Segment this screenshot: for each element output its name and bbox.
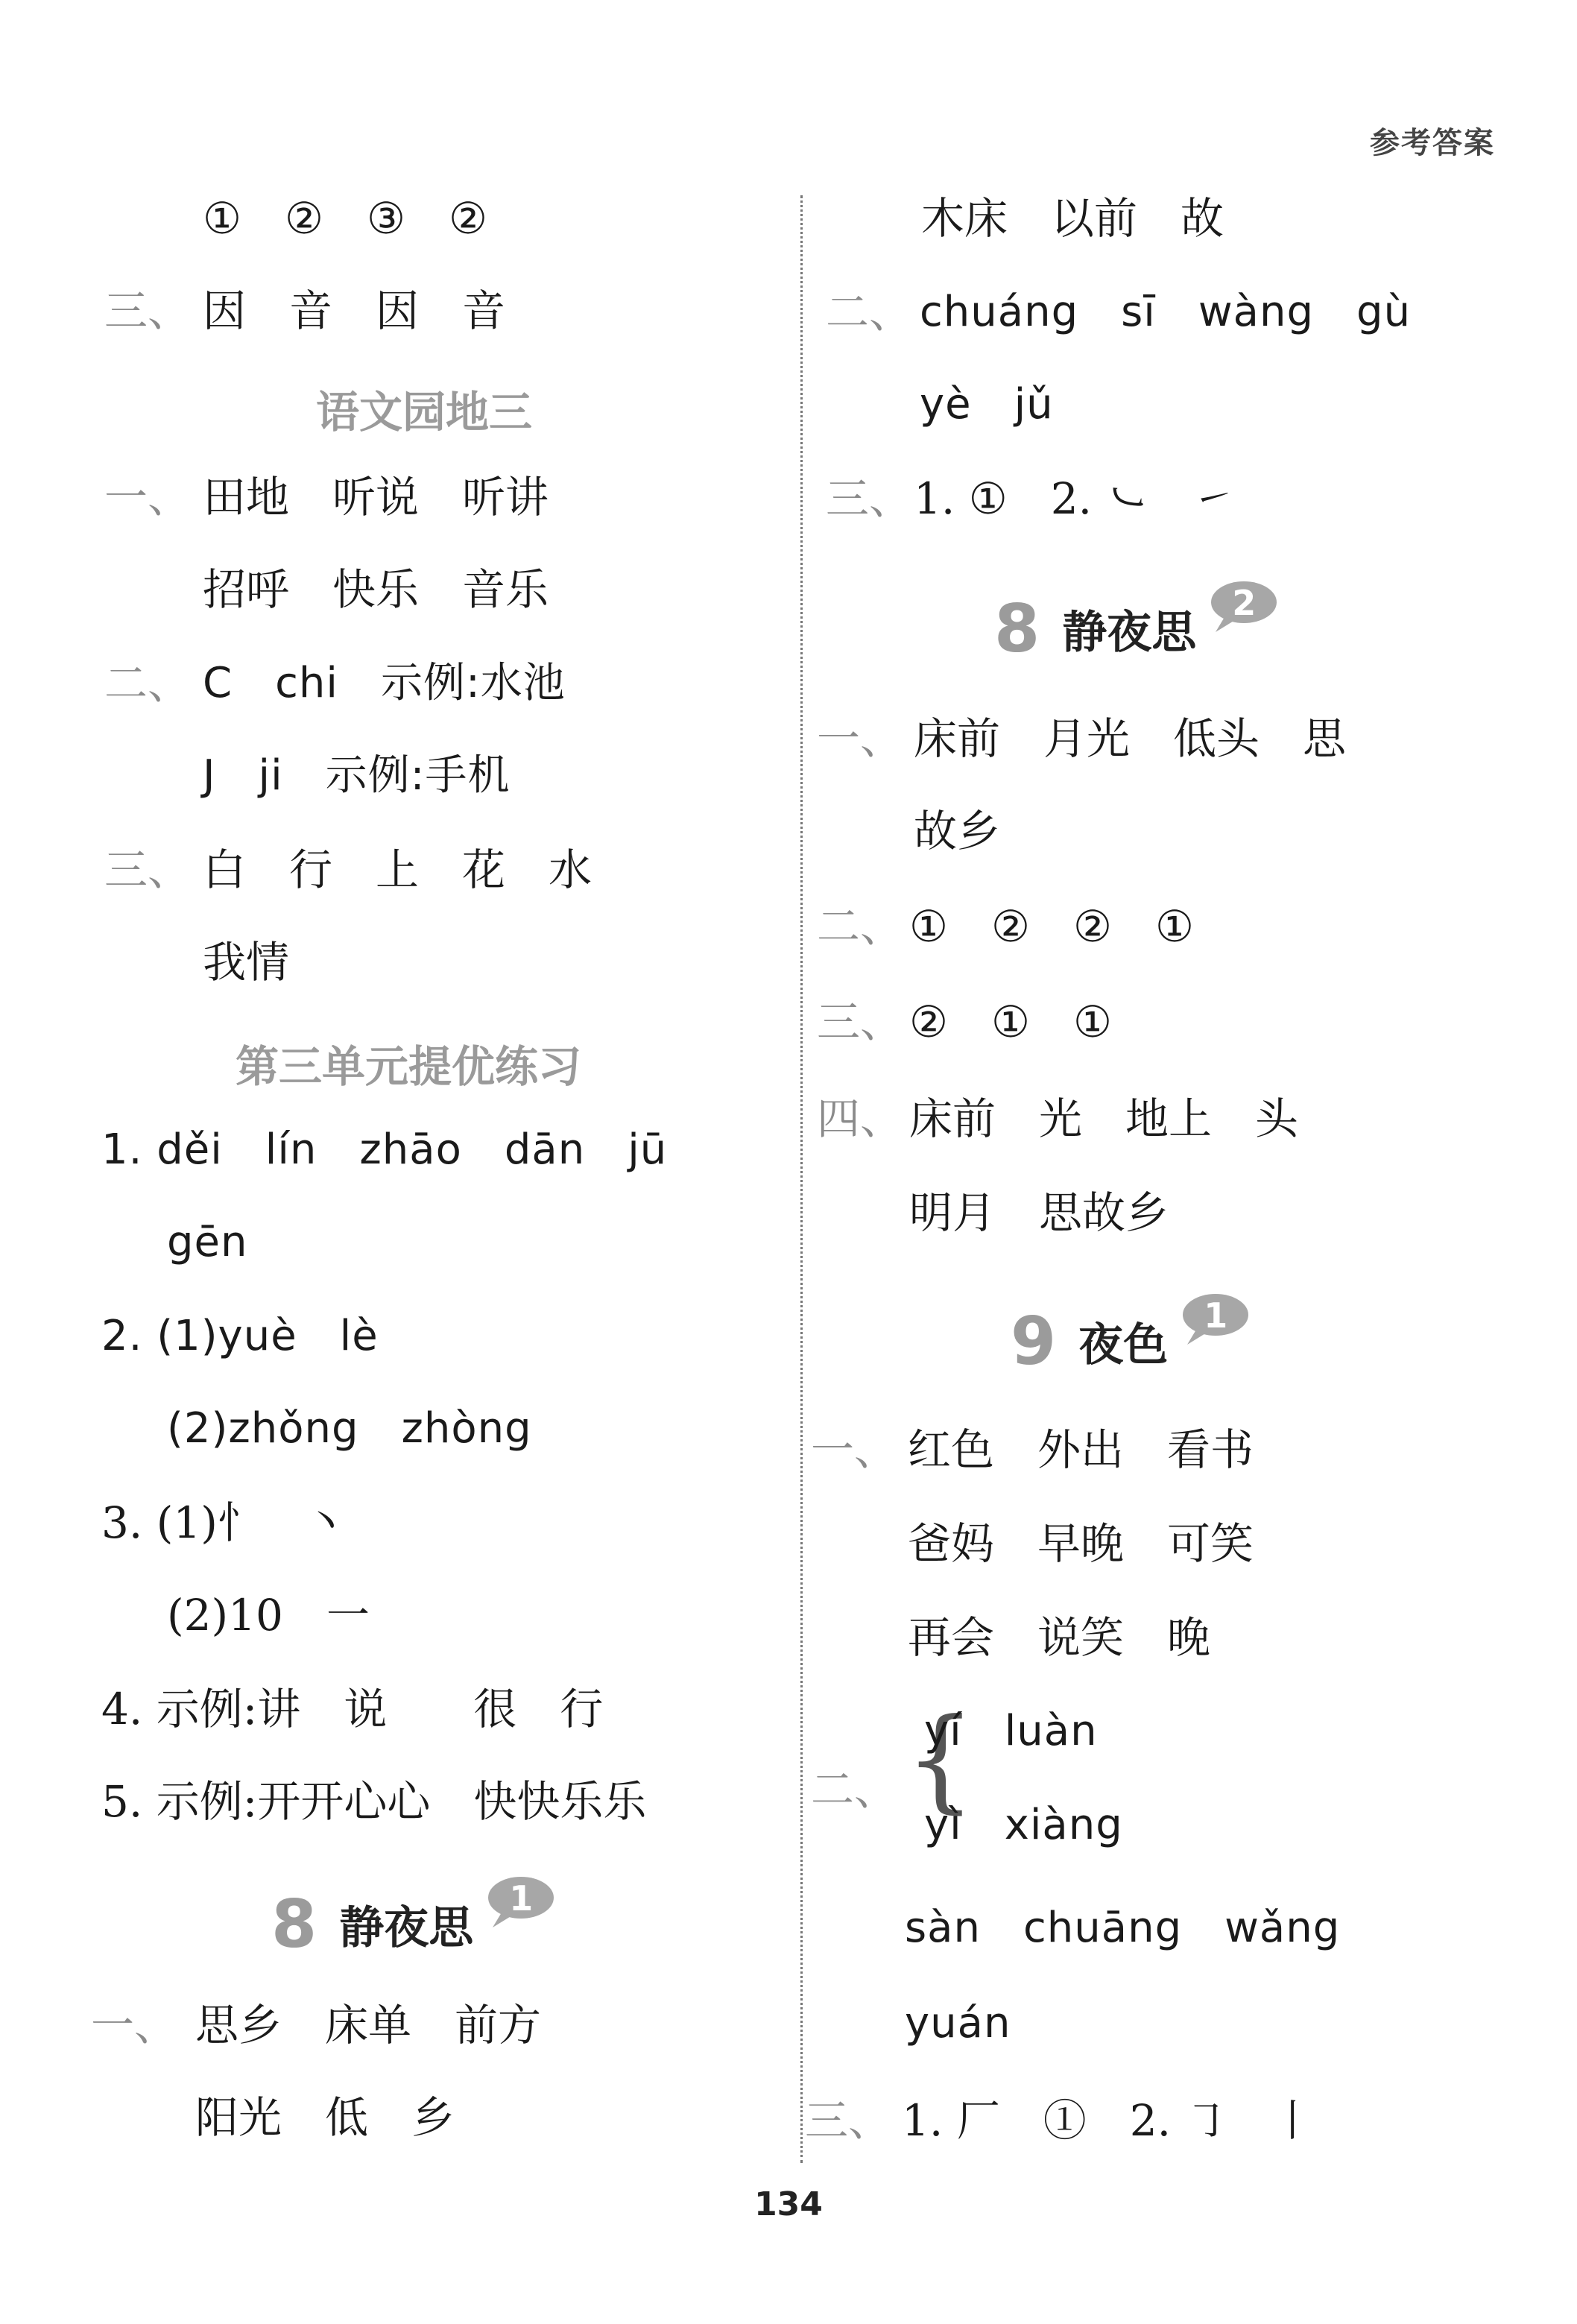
answer-line: sàn chuāng wǎng xyxy=(905,1904,1341,1952)
question-number: 三、 xyxy=(104,285,192,336)
answer-line: 3. (1)忄 丶 xyxy=(101,1497,347,1548)
answer-line: ① ② ③ ② xyxy=(203,193,487,244)
answer-line: yuán xyxy=(905,1999,1011,2047)
answer-line: ① ② ② ① xyxy=(909,901,1194,952)
question-number: 一、 xyxy=(817,713,904,764)
answer-line: yí luàn xyxy=(924,1707,1098,1755)
lesson-number: 8 xyxy=(994,590,1040,667)
curly-brace-icon: { xyxy=(905,1695,976,1825)
answer-line: 思乡 床单 前方 xyxy=(195,2000,542,2050)
lesson-number: 8 xyxy=(271,1886,317,1963)
speech-bubble-badge-icon xyxy=(1181,1292,1250,1346)
speech-bubble-badge-icon xyxy=(487,1875,555,1929)
lesson-title: 静夜思 xyxy=(339,1901,474,1954)
question-number: 三、 xyxy=(817,997,904,1047)
badge-number: 1 xyxy=(509,1878,534,1919)
badge-number: 1 xyxy=(1204,1295,1228,1336)
answer-line: 5. 示例:开开心心 快快乐乐 xyxy=(101,1776,647,1827)
answer-line: 故乡 xyxy=(914,806,1001,856)
question-number: 二、 xyxy=(104,658,192,709)
question-number: 四、 xyxy=(817,1093,904,1144)
answer-line: gēn xyxy=(167,1218,248,1266)
answer-line: yì xiàng xyxy=(924,1801,1123,1849)
question-number: 二、 xyxy=(826,287,913,338)
answer-line: 白 行 上 花 水 xyxy=(203,844,592,895)
answer-line: 红色 外出 看书 xyxy=(908,1424,1254,1475)
answer-line: 1. děi lín zhāo dān jū xyxy=(101,1125,668,1174)
answer-line: (2)10 一 xyxy=(167,1590,370,1641)
question-number: 一、 xyxy=(104,472,192,522)
answer-line: (2)zhǒng zhòng xyxy=(167,1404,532,1453)
answer-line: 阳光 低 乡 xyxy=(195,2092,455,2143)
question-number: 三、 xyxy=(826,473,913,524)
speech-bubble-badge-icon xyxy=(1210,580,1278,634)
answer-line: 1. ① 2. ㇃ ㇀ xyxy=(914,473,1236,524)
lesson-number: 9 xyxy=(1011,1303,1057,1380)
page-header-answer-key: 参考答案 xyxy=(1370,126,1495,160)
lesson-title: 夜色 xyxy=(1078,1319,1169,1371)
question-number: 一、 xyxy=(811,1424,898,1475)
column-divider xyxy=(800,195,803,2163)
answer-line: J ji 示例:手机 xyxy=(203,751,511,800)
answer-line: 我情 xyxy=(203,937,290,988)
section-heading: 语文园地三 xyxy=(316,387,533,438)
answer-line: yè jǔ xyxy=(920,380,1054,429)
answer-line: 田地 听说 听讲 xyxy=(203,472,549,522)
section-heading: 第三单元提优练习 xyxy=(236,1041,582,1092)
question-number: 三、 xyxy=(104,844,192,895)
answer-line: 床前 月光 低头 思 xyxy=(914,713,1347,764)
page-number: 134 xyxy=(754,2185,823,2223)
answer-line: 木床 以前 故 xyxy=(921,193,1224,244)
answer-line: 再会 说笑 晚 xyxy=(908,1612,1211,1663)
question-number: 三、 xyxy=(805,2095,892,2146)
badge-number: 2 xyxy=(1232,582,1257,623)
lesson-title: 静夜思 xyxy=(1062,606,1197,659)
answer-line: ② ① ① xyxy=(909,997,1112,1047)
answer-line: 4. 示例:讲 说 很 行 xyxy=(101,1684,604,1734)
answer-line: 明月 思故乡 xyxy=(909,1187,1169,1238)
lesson-heading xyxy=(994,582,1278,667)
question-number: 二、 xyxy=(817,901,904,952)
lesson-heading xyxy=(1011,1295,1250,1380)
lesson-heading xyxy=(271,1878,555,1963)
answer-line: 因 音 因 音 xyxy=(203,285,506,336)
answer-line: 招呼 快乐 音乐 xyxy=(203,564,549,615)
answer-line: chuáng sī wàng gù xyxy=(920,288,1412,336)
question-number: 一、 xyxy=(91,2000,178,2050)
answer-line: 爸妈 早晚 可笑 xyxy=(908,1518,1254,1569)
answer-line: 1. 厂 ① 2. ㇆ 丨 xyxy=(902,2095,1315,2146)
answer-line: 2. (1)yuè lè xyxy=(101,1312,379,1360)
question-number: 二、 xyxy=(811,1764,898,1815)
answer-line: 床前 光 地上 头 xyxy=(909,1093,1299,1144)
answer-line: C chi 示例:水池 xyxy=(203,659,566,707)
